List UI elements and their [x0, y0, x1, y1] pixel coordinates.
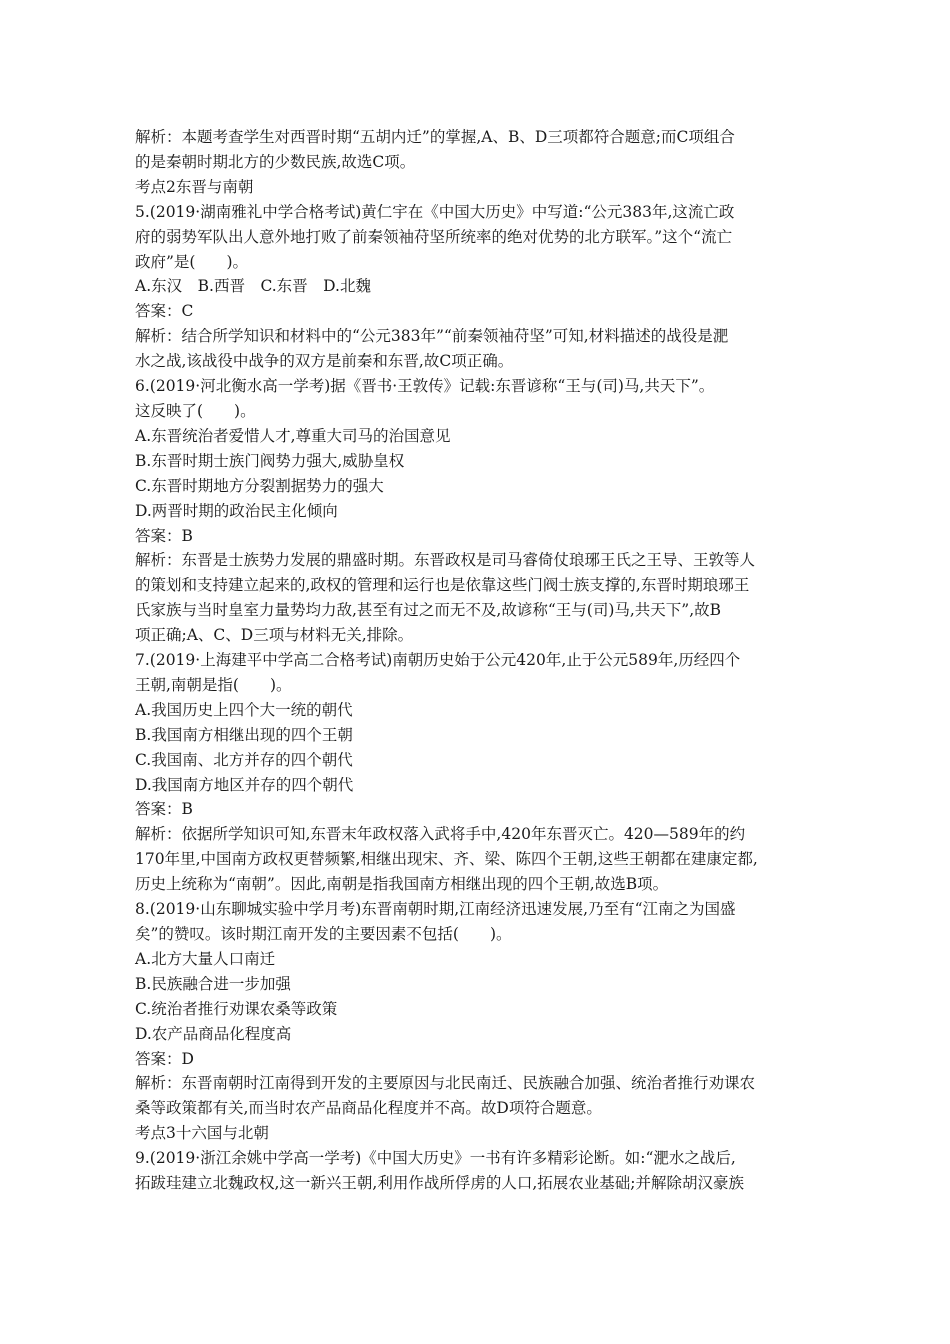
text-line: C.我国南、北方并存的四个朝代 [135, 750, 353, 769]
text-line: 答案：D [135, 1049, 194, 1068]
text-line: 解析：本题考查学生对西晋时期“五胡内迁”的掌握,A、B、D三项都符合题意;而C项组合 [135, 128, 735, 146]
document-page [135, 125, 815, 1196]
text-line: 解析：结合所学知识和材料中的“公元383年”“前秦领袖苻坚”可知,材料描述的战役是淝 [135, 327, 729, 346]
text-line: 的是秦朝时期北方的少数民族,故选C项。 [135, 152, 416, 171]
text-line: 这反映了( )。 [135, 401, 256, 420]
text-line: 矣”的赞叹。该时期江南开发的主要因素不包括( )。 [135, 925, 512, 943]
text-line: 考点3十六国与北朝 [135, 1124, 269, 1143]
text-line: D.我国南方地区并存的四个朝代 [135, 775, 354, 794]
text-line: D.农产品商品化程度高 [135, 1024, 292, 1043]
text-line: 历史上统称为“南朝”。因此,南朝是指我国南方相继出现的四个王朝,故选B项。 [135, 875, 669, 894]
text-line: 5.(2019·湖南雅礼中学合格考试)黄仁宇在《中国大历史》中写道:“公元383年,这流亡政 [135, 202, 735, 221]
text-line: 项正确;A、C、D三项与材料无关,排除。 [135, 626, 414, 645]
text-line: A.东汉 B.西晋 C.东晋 D.北魏 [135, 277, 371, 296]
text-line: 水之战,该战役中战争的双方是前秦和东晋,故C项正确。 [135, 352, 514, 371]
text-line: 府的弱势军队出人意外地打败了前秦领袖苻坚所统率的绝对优势的北方联军。”这个“流亡 [135, 227, 733, 246]
text-line: 氏家族与当时皇室力量势均力敌,甚至有过之而无不及,故谚称“王与(司)马,共天下”,故B [135, 601, 722, 620]
text-line: B.东晋时期士族门阀势力强大,威胁皇权 [135, 451, 405, 470]
text-line: 答案：B [135, 800, 193, 819]
text-line: 桑等政策都有关,而当时农产品商品化程度并不高。故D项符合题意。 [135, 1099, 602, 1118]
text-line: 答案：B [135, 526, 193, 545]
text-line: 政府”是( )。 [135, 252, 249, 271]
text-line: 考点2东晋与南朝 [135, 177, 254, 196]
text-line: 9.(2019·浙江余姚中学高一学考)《中国大历史》一书有许多精彩论断。如:“淝水之战后, [135, 1149, 736, 1168]
text-line: 解析：东晋南朝时江南得到开发的主要原因与北民南迁、民族融合加强、统治者推行劝课农 [135, 1074, 756, 1093]
text-line: A.东晋统治者爱惜人才,尊重大司马的治国意见 [135, 426, 451, 445]
text-line: 答案：C [135, 302, 194, 321]
text-line: C.东晋时期地方分裂割据势力的强大 [135, 476, 384, 495]
text-line: 7.(2019·上海建平中学高二合格考试)南朝历史始于公元420年,止于公元589年,历经四个 [135, 651, 741, 670]
text-line: A.北方大量人口南迁 [135, 949, 276, 968]
text-line: B.我国南方相继出现的四个王朝 [135, 725, 353, 744]
text-line: 拓跋珪建立北魏政权,这一新兴王朝,利用作战所俘虏的人口,拓展农业基础;并解除胡汉豪族 [135, 1174, 745, 1193]
text-line: 王朝,南朝是指( )。 [135, 675, 292, 694]
text-line: 解析：东晋是士族势力发展的鼎盛时期。东晋政权是司马睿倚仗琅琊王氏之王导、王敦等人 [135, 551, 756, 570]
text-line: 解析：依据所学知识可知,东晋末年政权落入武将手中,420年东晋灭亡。420—589年的约 [135, 825, 746, 844]
text-line: A.我国历史上四个大一统的朝代 [135, 700, 353, 719]
text-line: 6.(2019·河北衡水高一学考)据《晋书·王敦传》记载:东晋谚称“王与(司)马,共天下”。 [135, 377, 715, 396]
text-line: C.统治者推行劝课农桑等政策 [135, 999, 338, 1018]
text-line: B.民族融合进一步加强 [135, 974, 291, 993]
text-line: 的策划和支持建立起来的,政权的管理和运行也是依靠这些门阀士族支撑的,东晋时期琅琊王 [135, 576, 750, 595]
text-line: D.两晋时期的政治民主化倾向 [135, 501, 338, 520]
text-line: 170年里,中国南方政权更替频繁,相继出现宋、齐、梁、陈四个王朝,这些王朝都在建康定都, [135, 850, 758, 869]
text-line: 8.(2019·山东聊城实验中学月考)东晋南朝时期,江南经济迅速发展,乃至有“江南之为国盛 [135, 900, 736, 919]
